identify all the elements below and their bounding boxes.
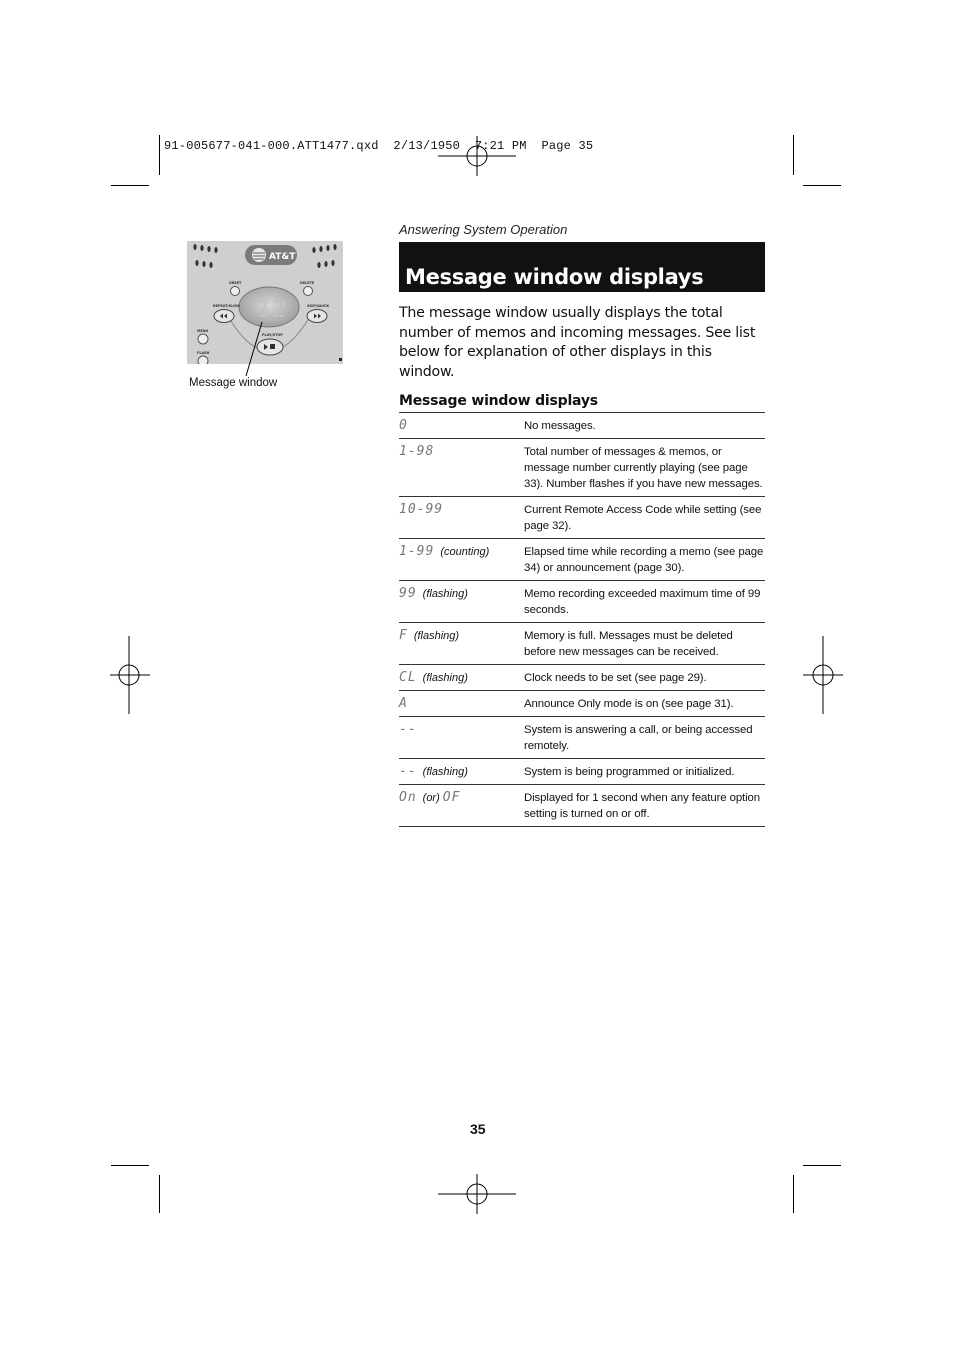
brand-logo: AT&T — [269, 252, 296, 262]
page-title: Message window displays — [405, 265, 704, 289]
button-label: DELETE — [300, 281, 315, 285]
display-description: System is being programmed or initialized. — [524, 766, 735, 778]
image-caption: Message window — [189, 377, 278, 389]
crop-mark — [111, 1165, 149, 1166]
table-row — [399, 413, 765, 439]
crop-mark — [793, 135, 794, 175]
page-number: 35 — [470, 1121, 486, 1137]
button-label: FLASH — [197, 351, 210, 355]
table-row — [399, 439, 765, 497]
display-note: (counting) — [440, 546, 490, 558]
button-label: SKIP/QUICK — [307, 304, 330, 308]
table-row — [399, 665, 765, 691]
registration-mark-icon — [438, 1174, 516, 1214]
caption-leader-line — [238, 320, 268, 380]
display-code: 0 — [399, 418, 408, 433]
table-row — [399, 539, 765, 581]
button-label: REPEAT/SLOW — [213, 304, 240, 308]
table-row — [399, 581, 765, 623]
display-note: (flashing) — [413, 630, 460, 642]
title-bar — [399, 242, 765, 292]
button-label: GREET — [229, 281, 242, 285]
display-code: -- — [399, 722, 417, 737]
display-codes-table — [399, 412, 765, 827]
crop-mark — [159, 1175, 160, 1213]
intro-paragraph: The message window usually displays the total number of memos and incoming messages. See list below for explanation of other displays in this window. — [399, 305, 756, 380]
display-description: Total number of messages & memos, or message number currently playing (see page 33). Number flashes if you have new messages. — [524, 446, 763, 490]
display-note: (flashing) — [422, 672, 468, 684]
display-code: F — [399, 628, 408, 643]
display-code: CL — [399, 670, 417, 685]
display-code: -- — [399, 764, 417, 779]
table-row — [399, 785, 765, 827]
display-description: Memory is full. Messages must be deleted before new messages can be received. — [524, 630, 733, 658]
table-row — [399, 623, 765, 665]
display-code: 99 — [399, 586, 417, 601]
registration-mark-icon — [803, 636, 843, 714]
crop-mark — [803, 1165, 841, 1166]
display-description: No messages. — [524, 420, 596, 432]
display-description: Clock needs to be set (see page 29). — [524, 672, 707, 684]
table-row — [399, 691, 765, 717]
crop-mark — [793, 1175, 794, 1213]
display-description: Elapsed time while recording a memo (see page 34) or announcement (page 30). — [524, 546, 764, 574]
lcd-value: 12 — [257, 295, 288, 323]
display-description: Announce Only mode is on (see page 31). — [524, 698, 734, 710]
display-note: (or) — [422, 792, 440, 804]
display-description: Displayed for 1 second when any feature option setting is turned on or off. — [524, 792, 761, 820]
display-code: 10-99 — [399, 502, 444, 517]
display-code: A — [399, 696, 408, 711]
button-label: PLAY/STOP — [262, 333, 283, 337]
display-description: System is answering a call, or being accessed remotely. — [524, 724, 753, 752]
table-row — [399, 759, 765, 785]
section-label: Answering System Operation — [399, 222, 568, 237]
display-code: 1-99 — [399, 544, 435, 559]
button-label: MENU — [197, 329, 209, 333]
display-description: Current Remote Access Code while setting (see page 32). — [524, 504, 762, 532]
display-code: 1-98 — [399, 444, 435, 459]
display-code: On — [399, 790, 417, 805]
table-row — [399, 497, 765, 539]
table-row — [399, 717, 765, 759]
crop-mark — [159, 135, 160, 175]
crop-mark — [111, 185, 149, 186]
display-note: (flashing) — [422, 766, 468, 778]
display-note: (flashing) — [422, 588, 468, 600]
registration-mark-icon — [110, 636, 150, 714]
display-description: Memo recording exceeded maximum time of 99 seconds. — [524, 588, 761, 616]
print-header: 91-005677-041-000.ATT1477.qxd 2/13/1950 7:21 PM Page 35 — [164, 139, 594, 153]
display-code: OF — [442, 790, 461, 805]
crop-mark — [803, 185, 841, 186]
table-heading: Message window displays — [399, 393, 598, 409]
